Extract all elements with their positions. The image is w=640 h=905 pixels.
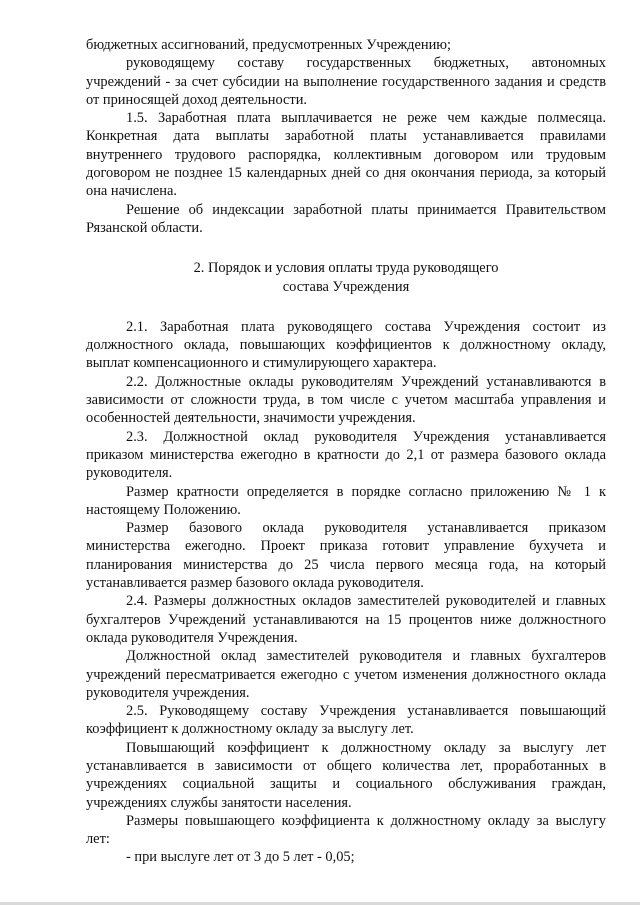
paragraph-2-2: 2.2. Должностные оклады руководителям Учреждений устанавливаются в зависимости от сложности труда, в том числе с учетом масштаба управления и особенностей деятельности, значимости учреждения. [86,373,606,427]
paragraph-seniority-coefficient: Повышающий коэффициент к должностному окладу за выслугу лет устанавливается в зависимости от общего количества лет, проработанных в учреждениях социальной защиты и социального обслуживания граждан, учреждениях службы занятости населения. [86,739,606,811]
paragraph-coefficient-sizes: Размеры повышающего коэффициента к должностному окладу за выслугу лет: [86,812,606,848]
paragraph-indexation-decision: Решение об индексации заработной платы принимается Правительством Рязанской области. [86,201,606,236]
paragraph-deputy-salary-review: Должностной оклад заместителей руководителя и главных бухгалтеров учреждений пересматривается ежегодно с учетом изменения должностного оклада руководителя учреждения. [86,648,606,701]
paragraph-management-staff-funding: руководящему составу государственных бюджетных, автономных учреждений - за счет субсидии на выполнение государственного задания и средств от приносящей доход деятельности. [86,55,606,108]
paragraph-multiplicity: Размер кратности определяется в порядке согласно приложению № 1 к настоящему Положению. [86,483,606,518]
paragraph-2-3: 2.3. Должностной оклад руководителя Учреждения устанавливается приказом министерства ежегодно в кратности до 2,1 от размера базового оклада руководителя. [86,428,606,482]
paragraph-2-5: 2.5. Руководящему составу Учреждения устанавливается повышающий коэффициент к должностному окладу за выслугу лет. [86,703,606,738]
document-body [86,36,606,867]
paragraph-1-5-salary-payment: 1.5. Заработная плата выплачивается не реже чем каждые полмесяца. Конкретная дата выплаты заработной платы устанавливается правилами внутреннего трудового распорядка, коллективным договором или трудовым договором не позднее 15 календарных дней со дня окончания периода, за который она начислена. [86,110,606,200]
paragraph-2-4: 2.4. Размеры должностных окладов заместителей руководителей и главных бухгалтеров Учреждений устанавливаются на 15 процентов ниже должностного оклада руководителя Учреждения. [86,593,606,646]
paragraph-budget-allocations: бюджетных ассигнований, предусмотренных Учреждению; [86,37,452,53]
section-heading-line-1: 2. Порядок и условия оплаты труда руководящего [193,260,499,277]
paragraph-base-salary: Размер базового оклада руководителя устанавливается приказом министерства ежегодно. Проект приказа готовит управление бухучета и планирования министерства до 25 числа первого месяца года, на который устанавливается размер базового оклада руководителя. [86,520,606,592]
list-item-seniority-3-5: - при выслуге лет от 3 до 5 лет - 0,05; [126,849,355,866]
section-heading-line-2: состава Учреждения [282,278,410,295]
section-heading [86,259,606,296]
paragraph-2-1: 2.1. Заработная плата руководящего состава Учреждения состоит из должностного оклада, повышающих коэффициентов к должностному окладу, выплат компенсационного и стимулирующего характера. [86,318,606,372]
